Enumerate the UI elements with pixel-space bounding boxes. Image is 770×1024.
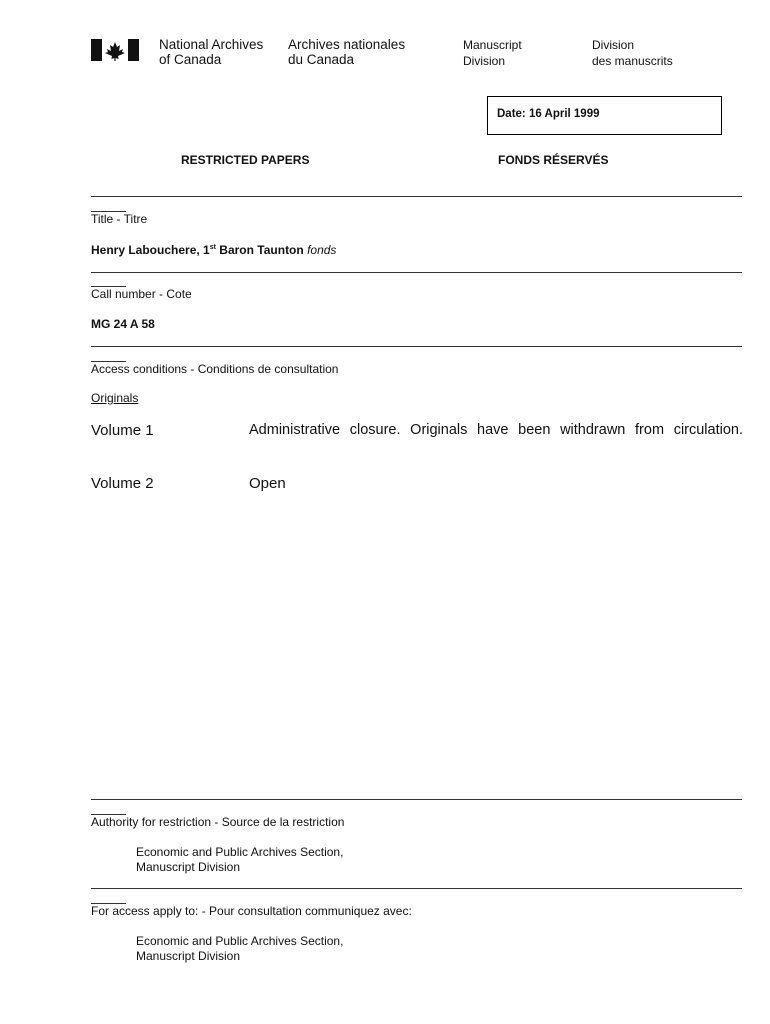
call-number-label: Call number - Cote xyxy=(91,287,192,301)
divider xyxy=(91,196,742,197)
call-number-value: MG 24 A 58 xyxy=(91,317,155,331)
authority-line2: Manuscript Division xyxy=(136,860,241,874)
title-label: Title - Titre xyxy=(91,212,148,226)
date-text: Date: 16 April 1999 xyxy=(497,108,600,120)
title-name-part1: Henry Labouchere, 1 xyxy=(91,243,210,257)
divider xyxy=(91,272,742,273)
heading-fonds-reserves: FONDS RÉSERVÉS xyxy=(498,153,609,167)
title-suffix: fonds xyxy=(307,243,337,257)
volume-status: Administrative closure. Originals have been withdrawn from circulation. xyxy=(249,422,743,438)
division-fr-line2: des manuscrits xyxy=(592,54,673,68)
division-en xyxy=(463,37,522,69)
division-en-line2: Division xyxy=(463,54,506,68)
divider xyxy=(91,346,742,347)
originals-subheading: Originals xyxy=(91,391,139,405)
apply-to-label: For access apply to: - Pour consultation communiquez avec: xyxy=(91,904,412,918)
org-name-fr-line1: Archives nationales xyxy=(288,37,406,52)
title-value xyxy=(91,243,336,257)
title-superscript: st xyxy=(209,244,216,251)
org-name-en xyxy=(159,37,263,67)
authority-label: Authority for restriction - Source de la restriction xyxy=(91,815,345,829)
canada-flag-icon xyxy=(91,39,139,61)
authority-line1: Economic and Public Archives Section, xyxy=(136,845,344,859)
apply-to-text xyxy=(136,934,343,964)
volume-name: Volume 1 xyxy=(91,422,154,439)
divider xyxy=(91,888,742,889)
title-name-part2: Baron Taunton xyxy=(215,243,304,257)
division-fr xyxy=(592,37,673,69)
org-name-en-line2: of Canada xyxy=(159,52,222,67)
division-en-line1: Manuscript xyxy=(463,38,522,52)
org-name-fr xyxy=(288,37,405,67)
divider xyxy=(91,799,742,800)
division-fr-line1: Division xyxy=(592,38,635,52)
apply-to-line2: Manuscript Division xyxy=(136,949,241,963)
org-name-en-line1: National Archives xyxy=(159,37,264,52)
access-conditions-label: Access conditions - Conditions de consultation xyxy=(91,362,339,376)
authority-text xyxy=(136,845,343,875)
volume-name: Volume 2 xyxy=(91,475,154,492)
heading-restricted-papers: RESTRICTED PAPERS xyxy=(181,153,310,167)
date-box xyxy=(487,96,722,135)
volume-status: Open xyxy=(249,475,286,492)
org-name-fr-line2: du Canada xyxy=(288,52,355,67)
apply-to-line1: Economic and Public Archives Section, xyxy=(136,934,344,948)
